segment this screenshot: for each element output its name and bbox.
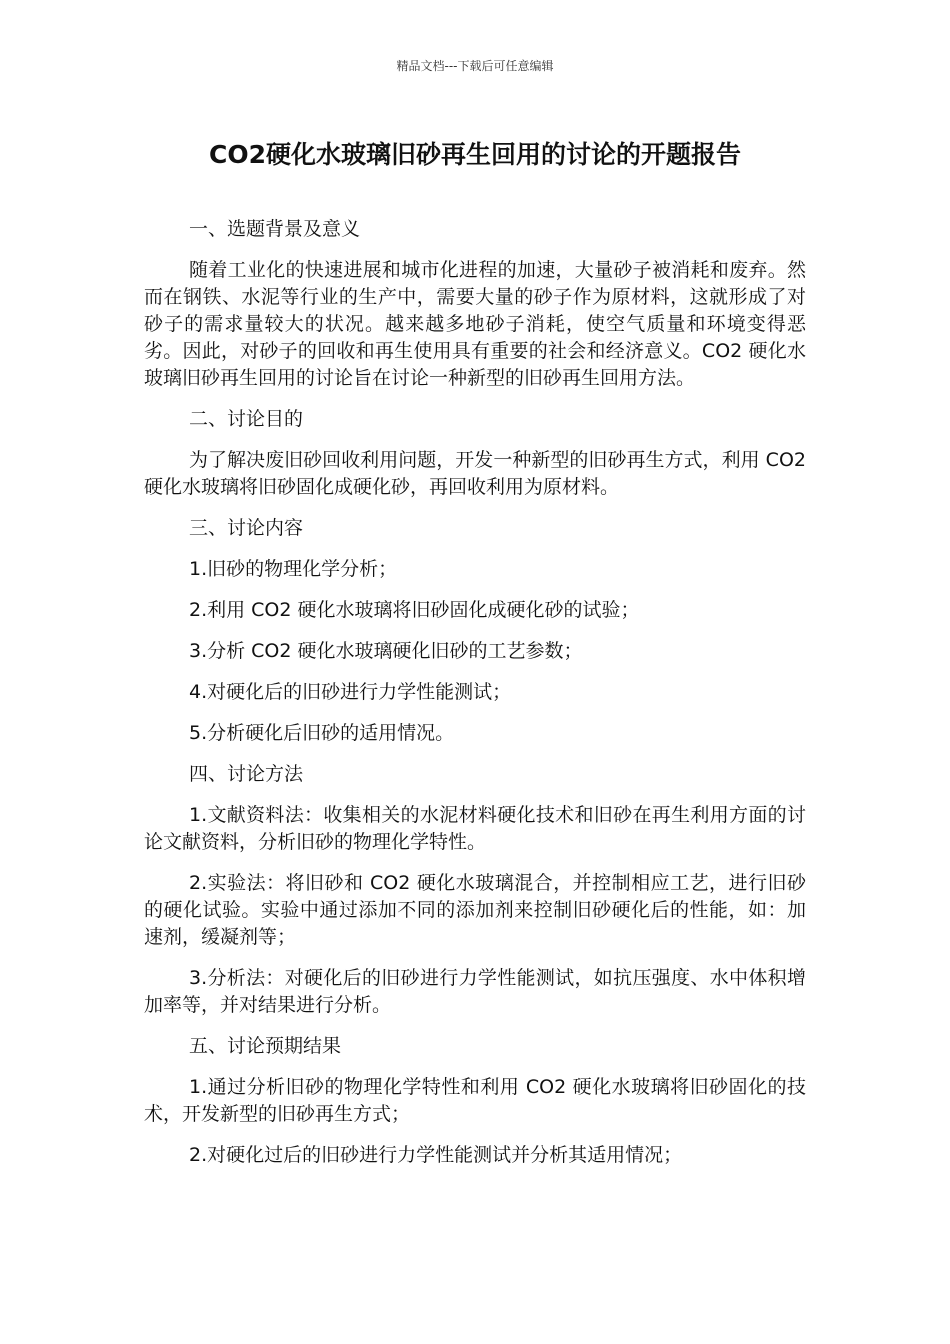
- content-item-2: 2.利用 CO2 硬化水玻璃将旧砂固化成硬化砂的试验；: [189, 599, 640, 621]
- content-item-5: 5.分析硬化后旧砂的适用情况。: [189, 722, 455, 744]
- header-note: 精品文档---下载后可任意编辑: [396, 59, 554, 73]
- content-item-1: 1.旧砂的物理化学分析；: [189, 558, 398, 580]
- content-item-4: 4.对硬化后的旧砂进行力学性能测试；: [189, 681, 512, 703]
- method-item-2: 2.实验法：将旧砂和 CO2 硬化水玻璃混合，并控制相应工艺，进行旧砂的硬化试验。实验中通过添加不同的添加剂来控制旧砂硬化后的性能，如：加速剂，缓凝剂等；: [144, 872, 806, 948]
- result-item-2: 2.对硬化过后的旧砂进行力学性能测试并分析其适用情况；: [189, 1144, 683, 1166]
- section-heading-purpose: 二、讨论目的: [189, 408, 304, 430]
- section-heading-background: 一、选题背景及意义: [189, 218, 361, 240]
- method-item-1: 1.文献资料法：收集相关的水泥材料硬化技术和旧砂在再生利用方面的讨论文献资料，分析旧砂的物理化学特性。: [144, 804, 806, 853]
- method-item-3: 3.分析法：对硬化后的旧砂进行力学性能测试，如抗压强度、水中体积增加率等，并对结果进行分析。: [144, 967, 806, 1016]
- paragraph-purpose: 为了解决废旧砂回收利用问题，开发一种新型的旧砂再生方式，利用 CO2 硬化水玻璃将旧砂固化成硬化砂，再回收利用为原材料。: [144, 449, 806, 498]
- document-title: CO2硬化水玻璃旧砂再生回用的讨论的开题报告: [209, 140, 741, 169]
- paragraph-background: 随着工业化的快速进展和城市化进程的加速，大量砂子被消耗和废弃。然而在钢铁、水泥等行业的生产中，需要大量的砂子作为原材料，这就形成了对砂子的需求量较大的状况。越来越多地砂子消耗，使空气质量和环境变得恶劣。因此，对砂子的回收和再生使用具有重要的社会和经济意义。CO2 硬化水玻璃旧砂再生回用的讨论旨在讨论一种新型的旧砂再生回用方法。: [144, 259, 806, 389]
- section-heading-methods: 四、讨论方法: [189, 763, 304, 785]
- document-body: [144, 216, 806, 1183]
- section-heading-results: 五、讨论预期结果: [189, 1035, 342, 1057]
- section-heading-content: 三、讨论内容: [189, 517, 304, 539]
- content-item-3: 3.分析 CO2 硬化水玻璃硬化旧砂的工艺参数；: [189, 640, 583, 662]
- result-item-1: 1.通过分析旧砂的物理化学特性和利用 CO2 硬化水玻璃将旧砂固化的技术，开发新型的旧砂再生方式；: [144, 1076, 806, 1125]
